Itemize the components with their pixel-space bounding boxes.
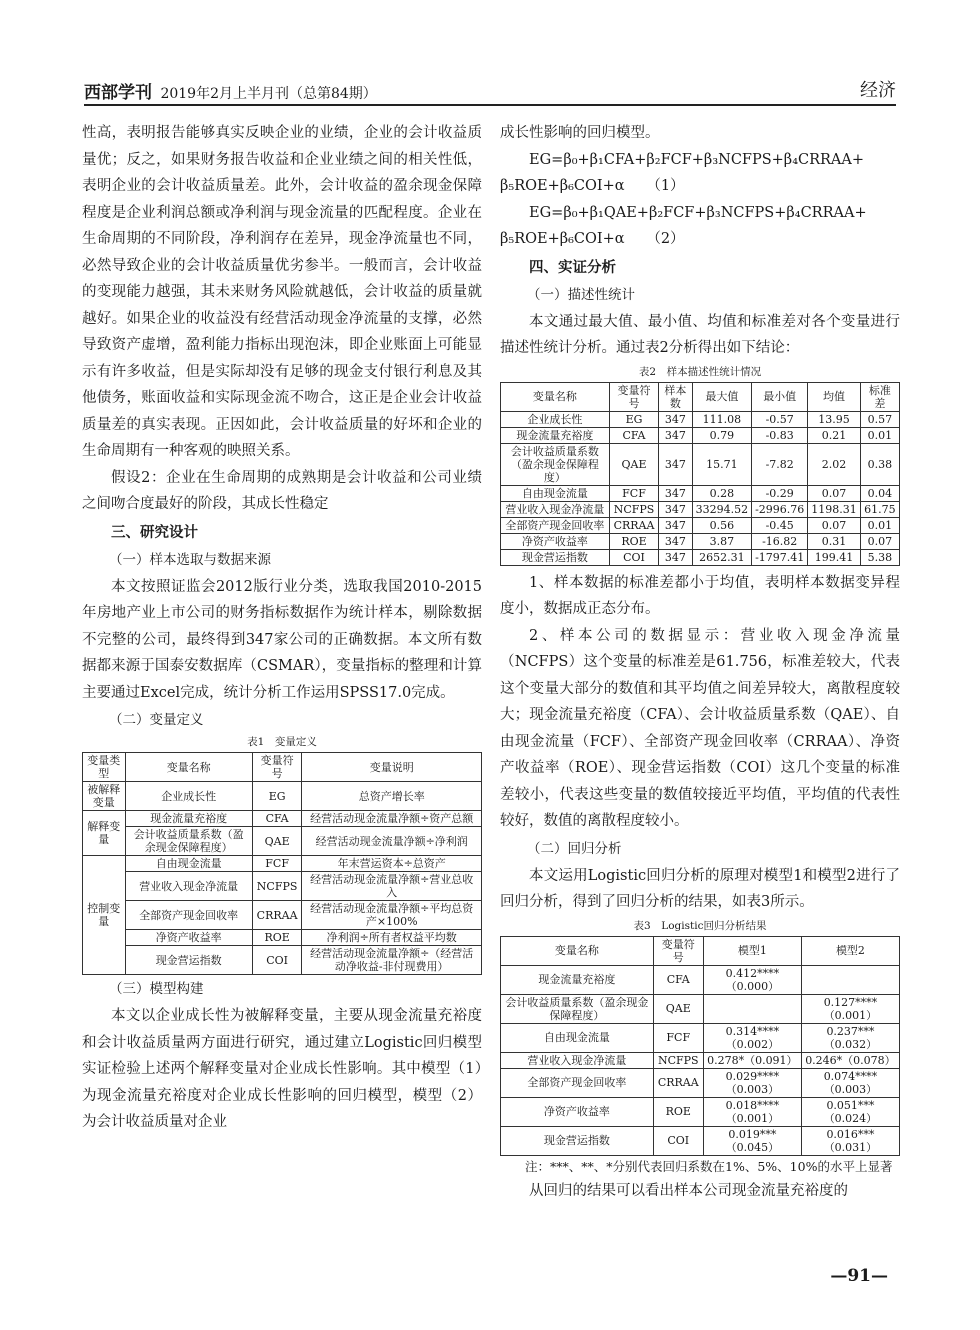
paragraph: 成长性影响的回归模型。 — [500, 125, 660, 141]
table-cell: 347 — [659, 411, 692, 427]
table-cell: 全部资产现金回收率 — [125, 901, 252, 930]
table-cell: 347 — [659, 427, 692, 443]
right-column — [500, 120, 900, 1204]
paragraph: 本文以企业成长性为被解释变量，主要从现金流量充裕度和会计收益质量两方面进行研究，通过建立Logistic回归模型实证检验上述两个解释变量对企业成长性影响。其中模型（1）为现金流量充裕度对企业成长性影响的回归模型，模型（2）为会计收益质量对企业 — [82, 1008, 482, 1130]
table-cell: 净资产收益率 — [501, 533, 610, 549]
table-cell: 经营活动现金流量净额÷资产总额 — [302, 811, 482, 827]
table-cell: 现金营运指数 — [501, 1126, 654, 1155]
table-cell: FCF — [653, 1023, 703, 1052]
table-cell: 被解释变量 — [83, 782, 126, 811]
variable-definition-table — [82, 752, 482, 975]
table-cell: -7.82 — [752, 443, 808, 485]
table-cell: 2.02 — [808, 443, 861, 485]
table-cell: CRRAA — [653, 1068, 703, 1097]
paragraph: 本文运用Logistic回归分析的原理对模型1和模型2进行了回归分析，得到了回归分析的结果，如表3所示。 — [500, 867, 900, 910]
table-cell: 营业收入现金净流量 — [501, 501, 610, 517]
table-cell: 347 — [659, 549, 692, 565]
table-cell: 5.38 — [860, 549, 899, 565]
table-cell: 现金流量充裕度 — [501, 965, 654, 994]
paragraph: 本文按照证监会2012版行业分类，选取我国2010-2015年房地产业上市公司的财务指标数据作为统计样本，剔除数据不完整的公司，最终得到347家公司的正确数据。本文所有数据都来源于国泰安数据库（CSMAR），变量指标的整理和计算主要通过Excel完成，统计分析工作运用SPSS17.0完成。 — [82, 578, 482, 701]
table-cell: 净资产收益率 — [501, 1097, 654, 1126]
table-cell: QAE — [609, 443, 658, 485]
table-row — [83, 856, 482, 872]
table-cell: 0.28 — [692, 485, 752, 501]
running-header — [84, 74, 896, 104]
table-header-row — [501, 936, 900, 965]
table-cell: CFA — [609, 427, 658, 443]
table-cell: EG — [609, 411, 658, 427]
conclusion-2: 2、样本公司的数据显示：营业收入现金净流量（NCFPS）这个变量的标准差是61.756，标准差较大，代表这个变量大部分的数值和其平均值之间差异较大，离散程度较大；现金流量充裕度（CFA）、会计收益质量系数（QAE）、自由现金流量（FCF）、全部资产现金回收率（CRRAA）、净资产收益率（ROE）、现金营运指数（COI）这几个变量的标准差较小，代表这些变量的数值较接近平均值，平均值的代表性较好，数值的离散程度较小。 — [500, 627, 900, 829]
model-2-formula-cont: β₅ROE+β₆COI+α （2） — [500, 231, 685, 247]
table-row — [83, 930, 482, 946]
model-1-formula-cont: β₅ROE+β₆COI+α （1） — [500, 178, 685, 194]
paragraph: 从回归的结果可以看出样本公司现金流量充裕度的 — [529, 1182, 848, 1199]
table-row — [501, 994, 900, 1023]
table-cell: -2996.76 — [752, 501, 808, 517]
issue-info: 2019年2月上半月刊（总第84期） — [160, 86, 377, 102]
table-row — [501, 501, 900, 517]
conclusion-1: 1、样本数据的标准差都小于均值，表明样本数据变异程度小，数据成正态分布。 — [500, 574, 900, 617]
table-row — [501, 1097, 900, 1126]
table-row — [83, 782, 482, 811]
table-cell: 0.79 — [692, 427, 752, 443]
table-cell: 解释变量 — [83, 811, 126, 856]
table-cell: 347 — [659, 501, 692, 517]
table-cell: NCFPS — [609, 501, 658, 517]
table-caption: 表1 变量定义 — [247, 736, 317, 748]
table-header-cell: 均值 — [808, 382, 861, 411]
left-column — [82, 120, 482, 1136]
table-row — [501, 427, 900, 443]
table-caption: 表2 样本描述性统计情况 — [638, 365, 762, 378]
table-cell: 0.237***（0.032） — [801, 1023, 899, 1052]
table-cell: 347 — [659, 485, 692, 501]
table-cell: -16.82 — [752, 533, 808, 549]
table-cell: -0.57 — [752, 411, 808, 427]
table-cell: 营业收入现金净流量 — [501, 1052, 654, 1068]
table-header-cell: 最小值 — [752, 382, 808, 411]
header-rule — [84, 104, 896, 106]
table-caption: 表3 Logistic回归分析结果 — [633, 919, 767, 932]
table-row — [501, 533, 900, 549]
table-row — [501, 1068, 900, 1097]
table-row — [83, 811, 482, 827]
table-cell: FCF — [252, 856, 302, 872]
table-cell: 会计收益质量系数（盈余现金保障程度） — [501, 994, 654, 1023]
table-header-cell: 变量名称 — [501, 382, 610, 411]
journal-name: 西部学刊 — [84, 83, 152, 103]
table-cell: -0.45 — [752, 517, 808, 533]
table-cell: CRRAA — [609, 517, 658, 533]
table-cell: 净利润÷所有者权益平均数 — [302, 930, 482, 946]
table-cell — [703, 994, 801, 1023]
table-cell: 全部资产现金回收率 — [501, 1068, 654, 1097]
table-cell: 2652.31 — [692, 549, 752, 565]
subsection-heading: （二）回归分析 — [527, 840, 622, 857]
table-header-cell: 变量说明 — [302, 753, 482, 782]
table-header-cell: 最大值 — [692, 382, 752, 411]
table-cell: ROE — [609, 533, 658, 549]
table-cell: COI — [653, 1126, 703, 1155]
table-cell: 会计收益质量系数（盈余现金保障程度） — [125, 827, 252, 856]
table-cell: EG — [252, 782, 302, 811]
table-row — [501, 411, 900, 427]
table-row — [83, 946, 482, 975]
table-cell: 营业收入现金净流量 — [125, 872, 252, 901]
table-cell: COI — [609, 549, 658, 565]
table-header-cell: 模型2 — [801, 936, 899, 965]
table-header-row — [83, 753, 482, 782]
table-header-cell: 样本数 — [659, 382, 692, 411]
table-row — [501, 549, 900, 565]
table-cell: 347 — [659, 533, 692, 549]
table-cell: 0.412****（0.000） — [703, 965, 801, 994]
table-cell: 现金营运指数 — [125, 946, 252, 975]
table-header-cell: 变量符号 — [653, 936, 703, 965]
table-row — [501, 1126, 900, 1155]
table-cell: 0.31 — [808, 533, 861, 549]
table-cell: 0.029****（0.003） — [703, 1068, 801, 1097]
table-cell: 0.278*（0.091） — [703, 1052, 801, 1068]
table-cell: QAE — [653, 994, 703, 1023]
paragraph: 性高，表明报告能够真实反映企业的业绩，企业的会计收益质量优；反之，如果财务报告收益和企业业绩之间的相关性低，表明企业的会计收益质量差。此外，会计收益的盈余现金保障程度是企业利润总额或净利润与现金流量的匹配程度。企业在生命周期的不同阶段，净利润存在差异，现金净流量也不同，必然导致企业的会计收益质量优劣参半。一般而言，会计收益的变现能力越强，其未来财务风险就越低，会计收益的质量就越好。如果企业的收益没有经营活动现金净流量的支撑，必然导致资产虚增，盈利能力指标出现泡沫，即企业账面上可能显示有许多收益，但是实际却没有足够的现金支付银行利息及其他债务，账面收益和实际现金流不吻合，这正是企业会计收益质量差的真实表现。正因如此，会计收益质量的好坏和企业的生命周期有一种客观的映照关系。 — [82, 125, 482, 459]
table-cell: 61.75 — [860, 501, 899, 517]
table-header-cell: 标准差 — [860, 382, 899, 411]
subsection-heading: （二）变量定义 — [109, 712, 204, 728]
table-cell: 15.71 — [692, 443, 752, 485]
table-cell: 全部资产现金回收率 — [501, 517, 610, 533]
table-cell: 现金营运指数 — [501, 549, 610, 565]
table-cell: 347 — [659, 517, 692, 533]
table-cell: COI — [252, 946, 302, 975]
subsection-heading: （三）模型构建 — [109, 981, 204, 997]
table-header-cell: 变量类型 — [83, 753, 126, 782]
table-cell: 347 — [659, 443, 692, 485]
subsection-heading: （一）样本选取与数据来源 — [109, 551, 271, 568]
table-cell: 0.314****（0.002） — [703, 1023, 801, 1052]
table-header-cell: 模型1 — [703, 936, 801, 965]
table-cell: 现金流量充裕度 — [501, 427, 610, 443]
table-cell: 净资产收益率 — [125, 930, 252, 946]
descriptive-stats-table — [500, 382, 900, 566]
table-row — [501, 517, 900, 533]
subsection-heading: （一）描述性统计 — [527, 286, 635, 303]
table-cell: 自由现金流量 — [501, 485, 610, 501]
table-header-cell: 变量名称 — [501, 936, 654, 965]
table-cell: 经营活动现金流量净额÷（经营活动净收益-非付现费用） — [302, 946, 482, 975]
table-header-row — [501, 382, 900, 411]
table-cell: 总资产增长率 — [302, 782, 482, 811]
table-header-cell: 变量符号 — [609, 382, 658, 411]
table-cell: 0.127****（0.001） — [801, 994, 899, 1023]
table-cell: 33294.52 — [692, 501, 752, 517]
table-cell: 0.074****（0.003） — [801, 1068, 899, 1097]
table-cell: CFA — [653, 965, 703, 994]
table-cell: NCFPS — [252, 872, 302, 901]
table-cell: 1198.31 — [808, 501, 861, 517]
table-cell: CFA — [252, 811, 302, 827]
page-number: —91— — [830, 1266, 888, 1286]
table-cell: 0.01 — [860, 427, 899, 443]
table-cell: 0.07 — [860, 533, 899, 549]
table-cell: FCF — [609, 485, 658, 501]
table-cell: 控制变量 — [83, 856, 126, 975]
table-row — [83, 901, 482, 930]
table-row — [501, 443, 900, 485]
table-cell — [801, 965, 899, 994]
table-cell: 0.019***（0.045） — [703, 1126, 801, 1155]
table-cell: -0.83 — [752, 427, 808, 443]
table-row — [501, 485, 900, 501]
table-cell: -0.29 — [752, 485, 808, 501]
table-cell: 年末营运资本÷总资产 — [302, 856, 482, 872]
table-cell: 企业成长性 — [501, 411, 610, 427]
table-cell: 0.57 — [860, 411, 899, 427]
table-note: 注：***、**、*分别代表回归系数在1%、5%、10%的水平上显著 — [525, 1158, 893, 1174]
model-1-formula: EG=β₀+β₁CFA+β₂FCF+β₃NCFPS+β₄CRRAA+ — [529, 151, 865, 168]
paragraph: 本文通过最大值、最小值、均值和标准差对各个变量进行描述性统计分析。通过表2分析得出如下结论： — [500, 313, 900, 356]
table-cell: 0.21 — [808, 427, 861, 443]
table-cell: 0.01 — [860, 517, 899, 533]
table-cell: 0.56 — [692, 517, 752, 533]
table-cell: 0.018****（0.001） — [703, 1097, 801, 1126]
table-header-cell: 变量名称 — [125, 753, 252, 782]
section-heading: 三、研究设计 — [111, 523, 198, 541]
table-row — [501, 1052, 900, 1068]
table-cell: 自由现金流量 — [125, 856, 252, 872]
table-cell: 13.95 — [808, 411, 861, 427]
table-row — [83, 872, 482, 901]
table-cell: 111.08 — [692, 411, 752, 427]
section-heading: 四、实证分析 — [529, 258, 616, 276]
section-name: 经济 — [860, 80, 896, 101]
table-cell: 经营活动现金流量净额÷营业总收入 — [302, 872, 482, 901]
table-cell: QAE — [252, 827, 302, 856]
table-cell: 0.016***（0.031） — [801, 1126, 899, 1155]
header-left — [84, 78, 377, 103]
hypothesis-2: 假设2：企业在生命周期的成熟期是会计收益和公司业绩之间吻合度最好的阶段，其成长性稳定 — [82, 469, 482, 512]
table-cell: 0.246*（0.078） — [801, 1052, 899, 1068]
table-cell: 经营活动现金流量净额÷净利润 — [302, 827, 482, 856]
table-cell: 自由现金流量 — [501, 1023, 654, 1052]
table-cell: 199.41 — [808, 549, 861, 565]
table-cell: 0.051***（0.024） — [801, 1097, 899, 1126]
table-cell: NCFPS — [653, 1052, 703, 1068]
table-cell: 3.87 — [692, 533, 752, 549]
table-cell: 经营活动现金流量净额÷平均总资产×100% — [302, 901, 482, 930]
table-cell: -1797.41 — [752, 549, 808, 565]
table-cell: 0.07 — [808, 485, 861, 501]
model-2-formula: EG=β₀+β₁QAE+β₂FCF+β₃NCFPS+β₄CRRAA+ — [529, 204, 867, 221]
table-cell: 企业成长性 — [125, 782, 252, 811]
table-cell: CRRAA — [252, 901, 302, 930]
table-header-cell: 变量符号 — [252, 753, 302, 782]
table-cell: 0.04 — [860, 485, 899, 501]
table-cell: ROE — [252, 930, 302, 946]
table-cell: 会计收益质量系数（盈余现金保障程度） — [501, 443, 610, 485]
table-cell: 0.38 — [860, 443, 899, 485]
table-cell: ROE — [653, 1097, 703, 1126]
regression-table — [500, 936, 900, 1156]
table-row — [501, 965, 900, 994]
table-cell: 0.07 — [808, 517, 861, 533]
table-cell: 现金流量充裕度 — [125, 811, 252, 827]
table-row — [83, 827, 482, 856]
table-row — [501, 1023, 900, 1052]
